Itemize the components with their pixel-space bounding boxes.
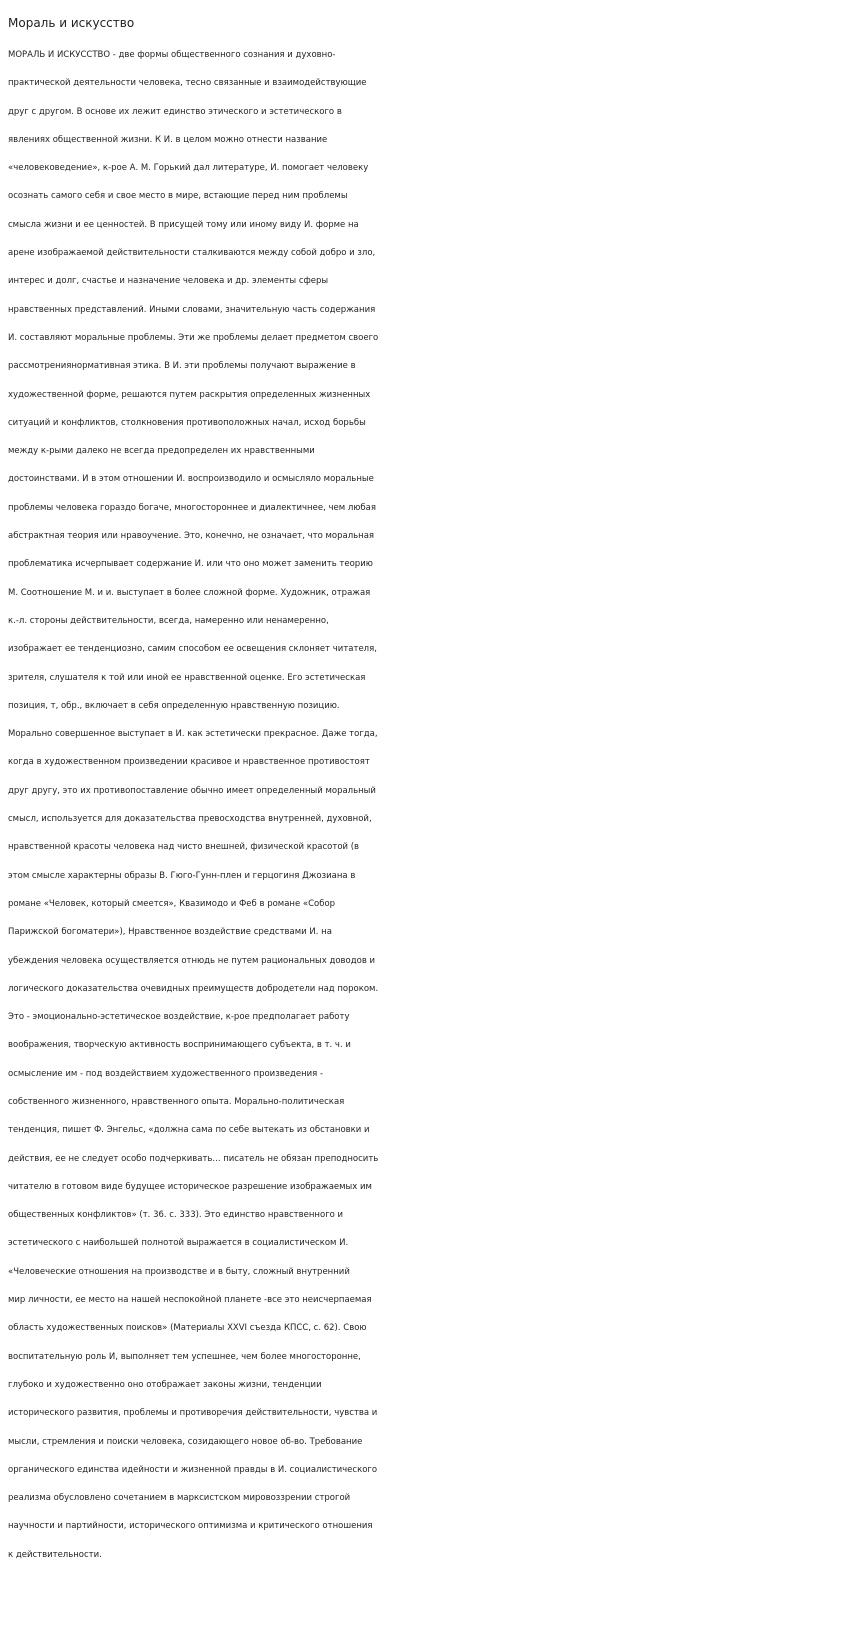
article-text-line: интерес и долг, счастье и назначение человека и др. элементы сферы (8, 276, 329, 287)
article-text-line: друг с другом. В основе их лежит единство этического и эстетического в (8, 106, 342, 117)
article-text-line: нравственных представлений. Иными словами, значительную часть содержания (8, 304, 376, 315)
article-text-line: нравственной красоты человека над чисто внешней, физической красотой (в (8, 842, 360, 853)
article-text-line: убеждения человека осуществляется отнюдь не путем рациональных доводов и (8, 955, 376, 966)
article-text-line: МОРАЛЬ И ИСКУССТВО - две формы общественного сознания и духовно- (8, 50, 336, 60)
article-text-line: художественной форме, решаются путем раскрытия определенных жизненных (8, 389, 371, 400)
article-text-line: зрителя, слушателя к той или иной ее нравственной оценке. Его эстетическая (8, 672, 366, 683)
article-body (8, 41, 840, 1569)
article-text-line: смысл, используется для доказательства превосходства внутренней, духовной, (8, 814, 372, 825)
article-text-line: органического единства идейности и жизненной правды в И. социалистического (8, 1464, 378, 1475)
article-text-line: Это - эмоционально-эстетическое воздействие, к-рое предполагает работу (8, 1012, 350, 1023)
article-text-line: воспитательную роль И, выполняет тем успешнее, чем более многосторонне, (8, 1351, 361, 1362)
article-text-line: «человековедение», к-рое А. М. Горький дал литературе, И. помогает человеку (8, 163, 369, 174)
article-text-line: рассмотрениянормативная этика. В И. эти проблемы получают выражение в (8, 361, 356, 372)
article-text-line: практической деятельности человека, тесно связанные и взаимодействующие (8, 78, 367, 89)
article-text-line: Парижской богоматери»), Нравственное воздействие средствами И. на (8, 927, 332, 938)
article-text-line: арене изображаемой действительности сталкиваются между собой добро и зло, (8, 248, 376, 259)
article-text-line: М. Соотношение М. и и. выступает в более сложной форме. Художник, отражая (8, 587, 371, 598)
article-text-line: общественных конфликтов» (т. 36. с. 333). Это единство нравственного и (8, 1210, 344, 1221)
article-text-line: эстетического с наибольшей полнотой выражается в социалистическом И. (8, 1238, 349, 1249)
article-text-line: мысли, стремления и поиски человека, созидающего новое об-во. Требование (8, 1436, 363, 1447)
article-text-line: проблемы человека гораздо богаче, многостороннее и диалектичнее, чем любая (8, 502, 376, 513)
article-text-line: Морально совершенное выступает в И. как эстетически прекрасное. Даже тогда, (8, 729, 378, 740)
article-text-line: достоинствами. И в этом отношении И. воспроизводило и осмысляло моральные (8, 474, 374, 485)
article-text-line: реализма обусловлено сочетанием в марксистском мировоззрении строгой (8, 1493, 351, 1504)
article-text-line: собственного жизненного, нравственного опыта. Морально-политическая (8, 1096, 345, 1107)
article-text-line: смысла жизни и ее ценностей. В присущей тому или иному виду И. форме на (8, 219, 359, 230)
article-title: Мораль и искусство (8, 16, 135, 30)
article-text-line: проблематика исчерпывает содержание И. или что оно может заменить теорию (8, 559, 373, 570)
article-text-line: осознать самого себя и свое место в мире, встающие перед ним проблемы (8, 191, 348, 202)
article-text-line: область художественных поисков» (Материалы XXVI съезда КПСС, с. 62). Свою (8, 1323, 367, 1334)
article-text-line: логического доказательства очевидных преимуществ добродетели над пороком. (8, 983, 379, 994)
article-text-line: к действительности. (8, 1549, 102, 1560)
article-text-line: явлениях общественной жизни. К И. в целом можно отнести название (8, 134, 328, 145)
article-text-line: абстрактная теория или нравоучение. Это, конечно, не означает, что моральная (8, 531, 375, 542)
article-text-line: «Человеческие отношения на производстве и в быту, сложный внутренний (8, 1266, 350, 1277)
article-text-line: друг другу, это их противопоставление обычно имеет определенный моральный (8, 785, 376, 796)
article-text-line: когда в художественном произведении красивое и нравственное противостоят (8, 757, 370, 768)
article-text-line: действия, ее не следует особо подчеркивать... писатель не обязан преподносить (8, 1153, 379, 1164)
article-text-line: романе «Человек, который смеется», Квазимодо и Феб в романе «Собор (8, 898, 336, 909)
article-text-line: исторического развития, проблемы и противоречия действительности, чувства и (8, 1408, 378, 1419)
article-text-line: этом смысле характерны образы В. Гюго-Гунн-плен и герцогиня Джозиана в (8, 870, 356, 881)
article-text-line: позиция, т, обр., включает в себя определенную нравственную позицию. (8, 700, 340, 711)
article-text-line: научности и партийности, исторического оптимизма и критического отношения (8, 1521, 373, 1532)
article-text-line: воображения, творческую активность воспринимающего субъекта, в т. ч. и (8, 1040, 351, 1051)
article-text-line: осмысление им - под воздействием художественного произведения - (8, 1068, 324, 1079)
article-text-line: изображает ее тенденциозно, самим способом ее освещения склоняет читателя, (8, 644, 377, 655)
article-text-line: ситуаций и конфликтов, столкновения противоположных начал, исход борьбы (8, 417, 366, 428)
article-text-line: И. составляют моральные проблемы. Эти же проблемы делает предметом своего (8, 332, 379, 343)
article-text-line: читателю в готовом виде будущее историческое разрешение изображаемых им (8, 1181, 372, 1192)
article-text-line: между к-рыми далеко не всегда предопределен их нравственными (8, 446, 315, 457)
article-text-line: тенденция, пишет Ф. Энгельс, «должна сама по себе вытекать из обстановки и (8, 1125, 370, 1136)
article-text-line: к.-л. стороны действительности, всегда, намеренно или ненамеренно, (8, 615, 329, 626)
article-text-line: глубоко и художественно оно отображает законы жизни, тенденции (8, 1379, 322, 1390)
article-text-line: мир личности, ее место на нашей неспокойной планете -все это неисчерпаемая (8, 1295, 372, 1306)
article (8, 8, 840, 1569)
